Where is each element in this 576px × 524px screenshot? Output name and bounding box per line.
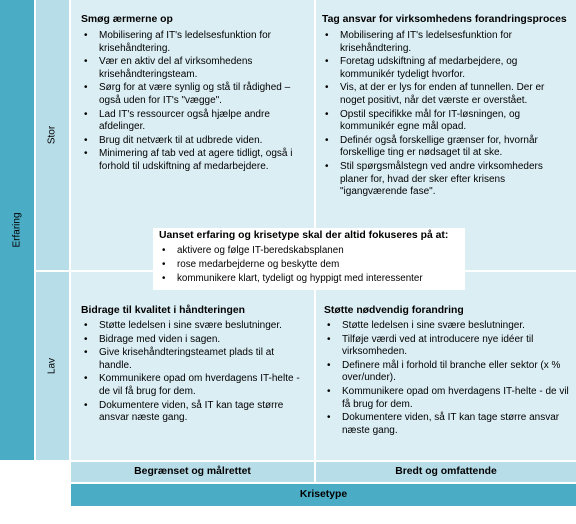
- bullet-icon: •: [84, 30, 88, 41]
- bullet-icon: •: [84, 333, 88, 345]
- list-item: [324, 412, 569, 437]
- list-item-text: Stil spørgsmålstegn ved andre virksomheders planer for, hvad der sker efter krisens "igangværende fase".: [340, 160, 543, 198]
- list-item: [81, 320, 309, 333]
- bullet-icon: •: [325, 56, 329, 68]
- list-item: [81, 135, 309, 148]
- list-item-text: Opstil specifikke mål for IT-løsningen, og kommunikér egne mål opad.: [340, 108, 521, 133]
- bullet-icon: •: [325, 108, 329, 120]
- list-item-text: Tilføje værdi ved at introducere nye idéer til virksomheden.: [342, 333, 534, 358]
- list-item: [324, 360, 569, 385]
- bullet-icon: •: [327, 333, 331, 345]
- bullet-icon: •: [84, 320, 88, 331]
- list-item: [322, 135, 564, 160]
- list-item: [322, 82, 564, 107]
- list-item-text: Lad IT's ressourcer også hjælpe andre afdelinger.: [99, 108, 270, 133]
- quadrant-title: Støtte nødvendig forandring: [324, 305, 464, 316]
- bullet-icon: •: [84, 373, 88, 385]
- list-item-text: Definere mål i forhold til branche eller sektor (x % over/under).: [342, 359, 561, 384]
- list-item: [81, 56, 309, 81]
- bullet-icon: •: [84, 399, 88, 411]
- list-item: [159, 272, 423, 286]
- bullet-icon: •: [327, 385, 331, 397]
- list-item: [81, 334, 309, 347]
- x-axis-label: Krisetype: [71, 484, 576, 506]
- list-item-text: Foretag udskiftning af medarbejdere, og kommunikér tydeligt hvorfor.: [340, 56, 518, 80]
- bullet-icon: •: [327, 412, 331, 424]
- quadrant-bottom-left: [71, 272, 314, 460]
- bullet-icon: •: [162, 245, 166, 256]
- list-item: [324, 334, 569, 359]
- bullet-icon: •: [162, 259, 166, 270]
- x-level-left-label: Begrænset og målrettet: [71, 462, 314, 482]
- bullet-icon: •: [84, 148, 88, 160]
- list-item-text: rose medarbejderne og beskytte dem: [177, 259, 340, 270]
- list-item-text: Støtte ledelsen i sine svære beslutninger.: [99, 320, 282, 331]
- bullet-icon: •: [327, 359, 331, 371]
- list-item-text: Sørg for at være synlig og stå til rådighed – også uden for IT's "vægge".: [99, 82, 291, 106]
- list-item: [159, 258, 423, 272]
- bullet-icon: •: [162, 273, 166, 284]
- quadrant-bottom-right: [316, 272, 576, 460]
- quadrant-title: Bidrage til kvalitet i håndteringen: [81, 305, 245, 316]
- list-item-text: Bidrage med viden i sagen.: [99, 333, 221, 345]
- bullet-icon: •: [325, 30, 329, 41]
- list-item: [159, 244, 423, 258]
- x-level-right-label: Bredt og omfattende: [316, 462, 576, 482]
- list-item-text: aktivere og følge IT-beredskabsplanen: [177, 245, 344, 256]
- quadrant-title: Smøg ærmerne op: [81, 14, 173, 25]
- list-item: [322, 30, 564, 55]
- list-item-text: Mobilisering af IT's ledelsesfunktion for krisehåndtering.: [99, 30, 271, 54]
- bullet-icon: •: [325, 134, 329, 146]
- list-item-text: Mobilisering af IT's ledelsesfunktion for krisehåndtering.: [340, 30, 512, 54]
- list-item-text: Vær en aktiv del af virksomhedens krisehåndteringsteam.: [99, 56, 253, 80]
- list-item: [322, 109, 564, 134]
- list-item-text: Kommunikere opad om hverdagens IT-helte - de vil få brug for dem.: [342, 385, 569, 410]
- list-item: [324, 386, 569, 411]
- list-item-text: Kommunikere opad om hverdagens IT-helte - de vil få brug for dem.: [99, 373, 300, 397]
- y-level-band: [36, 0, 69, 460]
- center-bullet-list: [159, 244, 423, 286]
- list-item: [324, 320, 569, 333]
- bullet-icon: •: [84, 347, 88, 359]
- bullet-icon: •: [84, 82, 88, 94]
- list-item: [81, 109, 309, 134]
- center-focus-box: [153, 228, 465, 290]
- bullet-list: [81, 30, 309, 175]
- bullet-icon: •: [84, 134, 88, 146]
- bullet-icon: •: [325, 160, 329, 172]
- list-item-text: Dokumentere viden, så IT kan tage større ansvar næste gang.: [99, 399, 284, 424]
- list-item-text: Brug dit netværk til at udbrede viden.: [99, 134, 263, 146]
- list-item: [81, 373, 309, 398]
- list-item: [322, 161, 564, 199]
- center-title: Uanset erfaring og krisetype skal der altid fokuseres på at:: [159, 230, 449, 241]
- list-item: [81, 347, 309, 372]
- bullet-list: [324, 320, 569, 438]
- bullet-list: [81, 320, 309, 426]
- list-item-text: Give krisehåndteringsteamet plads til at handle.: [99, 347, 275, 371]
- list-item: [322, 56, 564, 81]
- bullet-icon: •: [325, 82, 329, 94]
- y-axis-label: Erfaring: [11, 212, 23, 248]
- bullet-icon: •: [84, 56, 88, 68]
- list-item-text: Dokumentere viden, så IT kan tage større ansvar næste gang.: [342, 412, 560, 436]
- bullet-list: [322, 30, 564, 200]
- bullet-icon: •: [84, 108, 88, 120]
- list-item: [81, 400, 309, 425]
- quadrant-title: Tag ansvar for virksomhedens forandringsproces: [322, 14, 567, 25]
- list-item-text: Vis, at der er lys for enden af tunnellen. Der er noget positivt, når det værste er overstået.: [340, 82, 545, 106]
- list-item: [81, 82, 309, 107]
- y-level-divider: [36, 270, 69, 272]
- bullet-icon: •: [327, 320, 331, 331]
- list-item: [81, 148, 309, 173]
- list-item-text: Definér også forskellige grænser for, hvornår forskellige ting er nødsaget til at ske.: [340, 134, 538, 159]
- y-level-low-label: Lav: [46, 357, 58, 375]
- list-item-text: Støtte ledelsen i sine svære beslutninger.: [342, 320, 525, 331]
- list-item-text: Minimering af tab ved at agere tidligt, også i forhold til udskiftning af medarbejdere.: [99, 148, 293, 172]
- y-level-high-label: Stor: [46, 125, 58, 145]
- list-item: [81, 30, 309, 55]
- list-item-text: kommunikere klart, tydeligt og hyppigt med interessenter: [177, 273, 423, 284]
